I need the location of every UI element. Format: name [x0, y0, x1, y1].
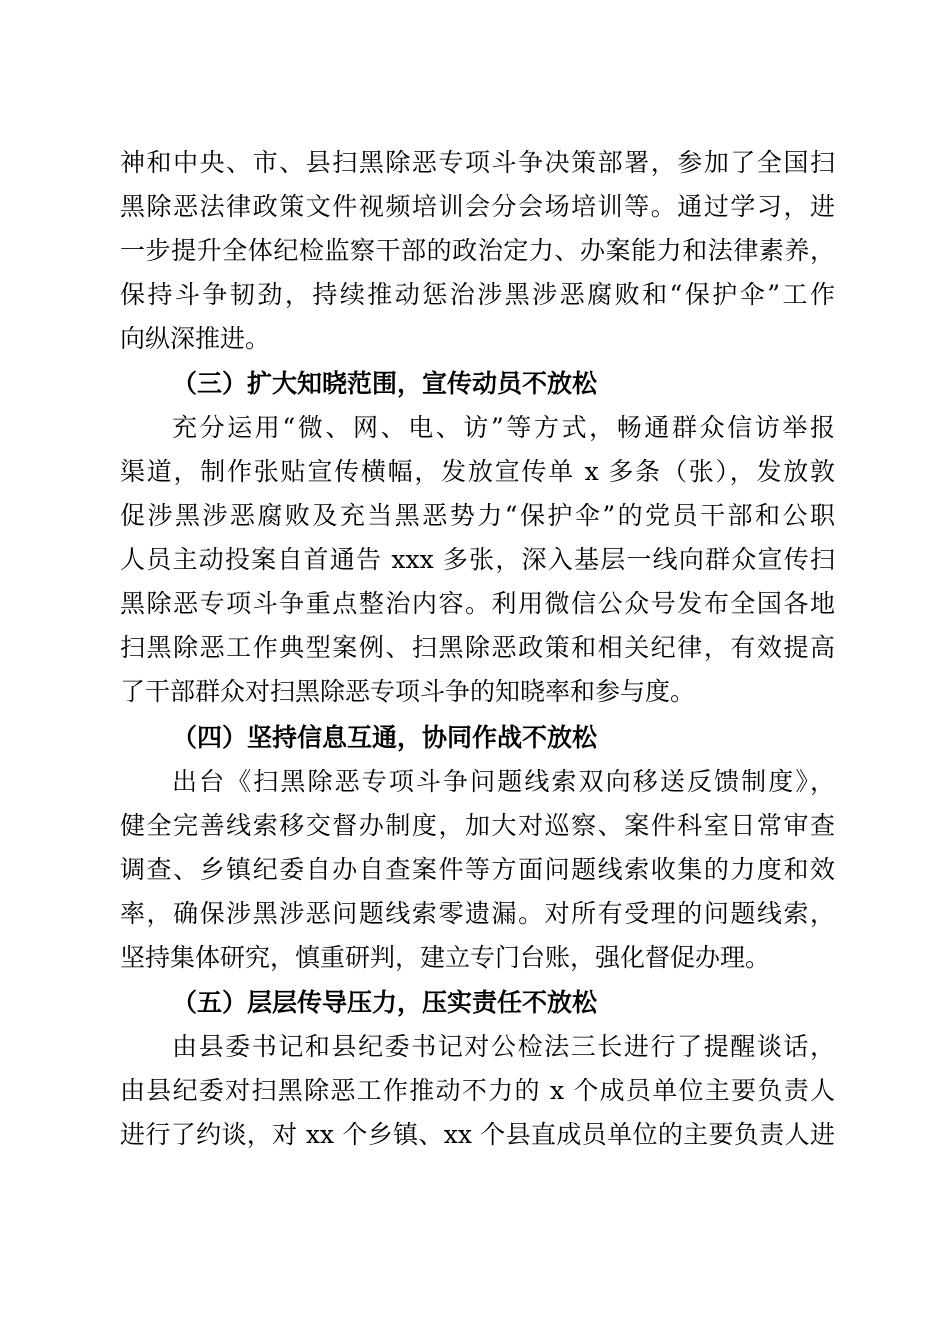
paragraph-line: 了干部群众对扫黑除恶专项斗争的知晓率和参与度。	[120, 677, 696, 706]
paragraph-line: 促涉黑涉恶腐败及充当黑恶势力“保护伞”的党员干部和公职	[120, 501, 835, 530]
paragraph-line: 人员主动投案自首通告 xxx 多张，深入基层一线向群众宣传扫	[120, 545, 835, 574]
paragraph-line: 一步提升全体纪检监察干部的政治定力、办案能力和法律素养，	[120, 236, 835, 265]
paragraph-line: 率，确保涉黑涉恶问题线索零遗漏。对所有受理的问题线索，	[120, 899, 835, 928]
paragraph-line: 扫黑除恶工作典型案例、扫黑除恶政策和相关纪律，有效提高	[120, 633, 835, 662]
paragraph-line: 由县委书记和县纪委书记对公检法三长进行了提醒谈话，	[172, 1032, 835, 1061]
paragraph-line: 调查、乡镇纪委自办自查案件等方面问题线索收集的力度和效	[120, 855, 835, 884]
paragraph-line: 黑除恶法律政策文件视频培训会分会场培训等。通过学习，进	[120, 192, 835, 221]
section-heading: （四）坚持信息互通，协同作战不放松	[172, 723, 598, 752]
section-heading: （三）扩大知晓范围，宣传动员不放松	[172, 369, 598, 398]
paragraph-line: 黑除恶专项斗争重点整治内容。利用微信公众号发布全国各地	[120, 589, 835, 618]
paragraph-line: 神和中央、市、县扫黑除恶专项斗争决策部署，参加了全国扫	[120, 148, 835, 177]
paragraph-line: 坚持集体研究，慎重研判，建立专门台账，强化督促办理。	[120, 943, 771, 972]
paragraph-line: 健全完善线索移交督办制度，加大对巡察、案件科室日常审查	[120, 811, 835, 840]
paragraph-line: 保持斗争韧劲，持续推动惩治涉黑涉恶腐败和“保护伞”工作	[120, 280, 835, 309]
paragraph-line: 由县纪委对扫黑除恶工作推动不力的 x 个成员单位主要负责人	[120, 1076, 835, 1105]
paragraph-line: 充分运用“微、网、电、访”等方式，畅通群众信访举报	[172, 413, 835, 442]
paragraph-line: 渠道，制作张贴宣传横幅，发放宣传单 x 多条（张），发放敦	[120, 457, 835, 486]
paragraph-line: 进行了约谈，对 xx 个乡镇、xx 个县直成员单位的主要负责人进	[120, 1120, 835, 1149]
section-heading: （五）层层传导压力，压实责任不放松	[172, 988, 598, 1017]
paragraph-line: 向纵深推进。	[120, 324, 271, 353]
paragraph-line: 出台《扫黑除恶专项斗争问题线索双向移送反馈制度》，	[172, 767, 835, 796]
